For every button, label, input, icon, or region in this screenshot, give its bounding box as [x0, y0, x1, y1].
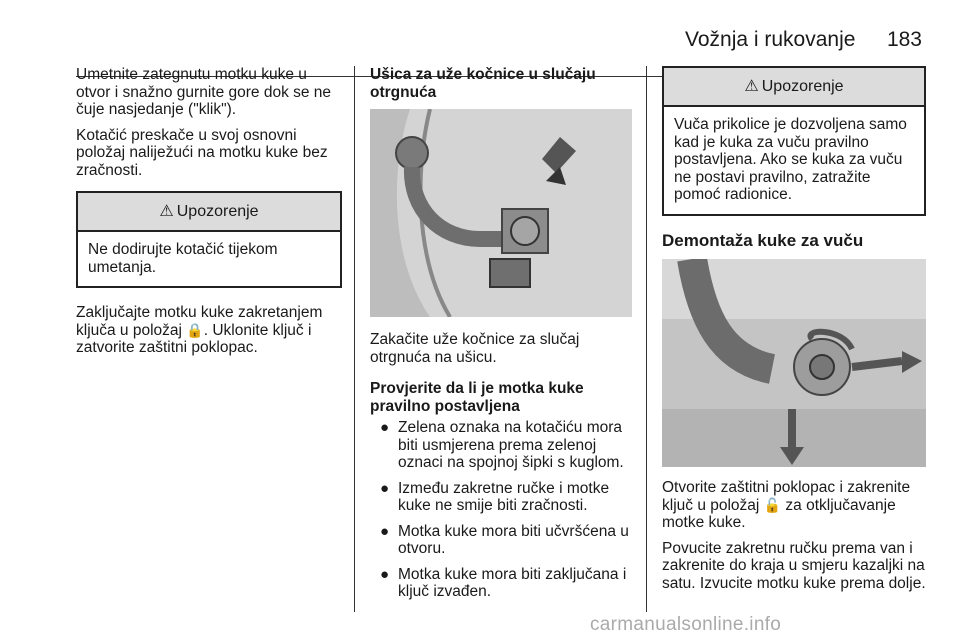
- paragraph-wheel: Kotačić preskače u svoj osnovni položaj naliježući na motku kuke bez zračnosti.: [76, 126, 328, 179]
- list-item-text: Između zakretne ručke i motke kuke ne smije biti zračnosti.: [398, 479, 610, 514]
- list-item: [370, 419, 632, 472]
- eyelet-caption: Zakačite uže kočnice za slučaj otrgnuća na ušicu.: [370, 331, 580, 366]
- paragraph-pull: Povucite zakretnu ručku prema van i zakrenite do kraja u smjeru kazaljki na satu. Izvucite motku kuke prema dolje.: [662, 539, 926, 592]
- bullet-icon: ●: [380, 419, 390, 436]
- warning-text: Vuča prikolice je dozvoljena samo kad je kuka za vuču pravilno postavljena. Ako se kuka za vuču ne postavi pravilno, zatražite pomoć radionice.: [674, 116, 907, 203]
- removal-illustration: [662, 259, 926, 467]
- eyelet-heading: Ušica za uže kočnice u slučaju otrgnuća: [370, 66, 596, 101]
- page-header: [76, 26, 926, 52]
- warning-title: Upozorenje: [761, 77, 844, 95]
- lock-key-icon: 🔒: [186, 321, 204, 338]
- unlock-key-icon: 🔓: [763, 496, 782, 513]
- warning-header: [78, 193, 340, 232]
- unlock-text-start: Otvorite zaštitni poklopac i zakrenite ključ u položaj: [662, 479, 911, 514]
- list-item-text: Motka kuke mora biti učvršćena u otvoru.: [398, 522, 629, 557]
- column-2: [370, 66, 632, 609]
- eyelet-illustration: [370, 109, 632, 317]
- paragraph-unlock: [662, 479, 926, 532]
- warning-header: [664, 68, 924, 107]
- paragraph-insert: Umetnite zategnutu motku kuke u otvor i snažno gurnite gore dok se ne čuje nasjedanje ("klik").: [76, 66, 332, 118]
- bullet-icon: ●: [380, 522, 390, 540]
- list-item-text: Zelena oznaka na kotačiću mora biti usmjerena prema zelenoj oznaci na spojnoj šipki s kuglom.: [398, 419, 624, 471]
- bullet-icon: ●: [380, 565, 390, 583]
- column-divider-2: [646, 66, 647, 612]
- column-1: [76, 66, 342, 365]
- lock-text-start: Zaključajte motku kuke zakretanjem ključa u položaj: [76, 304, 323, 339]
- warning-box: [662, 66, 926, 216]
- paragraph-lock: [76, 304, 342, 357]
- list-item: [370, 480, 632, 515]
- list-item: [370, 523, 632, 558]
- unlock-text-end: za otključavanje motke kuke.: [662, 496, 896, 531]
- chapter-title: Vožnja i rukovanje: [685, 28, 856, 51]
- warning-icon: ⚠: [744, 77, 759, 95]
- lock-text-end: . Uklonite ključ i zatvorite zaštitni poklopac.: [76, 321, 312, 356]
- removal-section-title: Demontaža kuke za vuču: [662, 230, 864, 250]
- list-item-text: Motka kuke mora biti zaključana i ključ izvađen.: [398, 565, 627, 600]
- warning-title: Upozorenje: [176, 202, 259, 220]
- warning-box: [76, 191, 342, 288]
- list-item: [370, 566, 632, 601]
- check-list: [370, 419, 632, 601]
- check-heading: Provjerite da li je motka kuke pravilno postavljena: [370, 380, 584, 415]
- column-3: [662, 66, 926, 600]
- bullet-icon: ●: [380, 479, 390, 497]
- tow-hook-removal-drawing: [662, 259, 926, 467]
- warning-icon: ⚠: [159, 202, 174, 220]
- tow-hook-eyelet-drawing: [370, 109, 632, 317]
- page-number: 183: [886, 28, 922, 51]
- column-divider-1: [354, 66, 355, 612]
- watermark: carmanualsonline.info: [590, 614, 782, 635]
- warning-text: Ne dodirujte kotačić tijekom umetanja.: [88, 241, 278, 276]
